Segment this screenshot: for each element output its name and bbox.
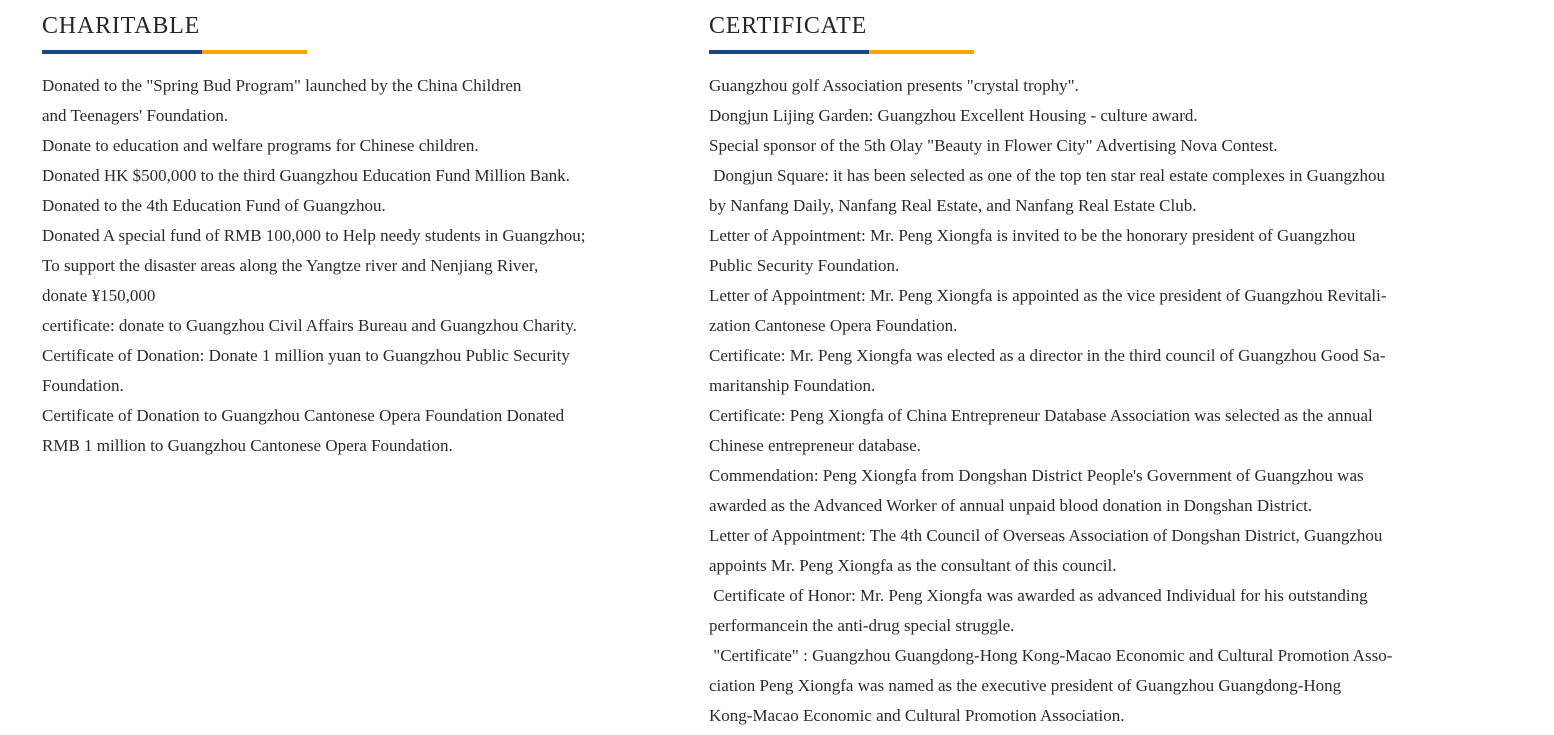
underline-orange-segment: [202, 50, 307, 54]
text-line: maritanship Foundation.: [709, 376, 876, 395]
text-line: Certificate of Donation: Donate 1 million yuan to Guangzhou Public Security: [42, 346, 570, 365]
text-line: To support the disaster areas along the Yangtze river and Nenjiang River,: [42, 256, 539, 275]
text-line: Donate to education and welfare programs for Chinese children.: [42, 136, 479, 155]
text-line: Guangzhou golf Association presents "crystal trophy".: [709, 76, 1079, 95]
text-line: Chinese entrepreneur database.: [709, 436, 921, 455]
certificate-section: [709, 12, 1549, 731]
text-line: Letter of Appointment: Mr. Peng Xiongfa is invited to be the honorary president of Guangzhou: [709, 226, 1356, 245]
text-line: Dongjun Lijing Garden: Guangzhou Excellent Housing - culture award.: [709, 106, 1198, 125]
text-line: Letter of Appointment: The 4th Council of Overseas Association of Dongshan District, Guangzhou: [709, 526, 1383, 545]
text-line: awarded as the Advanced Worker of annual unpaid blood donation in Dongshan District.: [709, 496, 1313, 515]
charitable-text-block: [42, 71, 702, 461]
certificate-text-block: [709, 71, 1549, 731]
text-line: zation Cantonese Opera Foundation.: [709, 316, 958, 335]
text-line: Commendation: Peng Xiongfa from Dongshan District People's Government of Guangzhou was: [709, 466, 1364, 485]
text-line: Certificate: Mr. Peng Xiongfa was elected as a director in the third council of Guangzhou Good Sa-: [709, 346, 1386, 365]
underline-orange-segment: [869, 50, 974, 54]
underline-blue-segment: [709, 50, 869, 54]
text-line: Public Security Foundation.: [709, 256, 900, 275]
certificate-section-title: CERTIFICATE: [709, 13, 868, 39]
text-line: Dongjun Square: it has been selected as one of the top ten star real estate complexes in Guangzhou: [709, 166, 1386, 185]
text-line: Certificate of Honor: Mr. Peng Xiongfa was awarded as advanced Individual for his outstanding: [709, 586, 1368, 605]
text-line: and Teenagers' Foundation.: [42, 106, 229, 125]
text-line: Kong-Macao Economic and Cultural Promotion Association.: [709, 706, 1125, 725]
charitable-title-underline: [42, 50, 307, 54]
text-line: Donated HK $500,000 to the third Guangzhou Education Fund Million Bank.: [42, 166, 570, 185]
text-line: Certificate of Donation to Guangzhou Cantonese Opera Foundation Donated: [42, 406, 565, 425]
text-line: by Nanfang Daily, Nanfang Real Estate, and Nanfang Real Estate Club.: [709, 196, 1197, 215]
text-line: appoints Mr. Peng Xiongfa as the consultant of this council.: [709, 556, 1117, 575]
charitable-section: [42, 12, 702, 461]
text-line: Special sponsor of the 5th Olay "Beauty in Flower City" Advertising Nova Contest.: [709, 136, 1278, 155]
text-line: Donated A special fund of RMB 100,000 to Help needy students in Guangzhou;: [42, 226, 586, 245]
text-line: ciation Peng Xiongfa was named as the executive president of Guangzhou Guangdong-Hong: [709, 676, 1342, 695]
text-line: certificate: donate to Guangzhou Civil Affairs Bureau and Guangzhou Charity.: [42, 316, 577, 335]
text-line: Donated to the "Spring Bud Program" launched by the China Children: [42, 76, 522, 95]
text-line: donate ¥150,000: [42, 286, 156, 305]
underline-blue-segment: [42, 50, 202, 54]
text-line: Foundation.: [42, 376, 124, 395]
text-line: Letter of Appointment: Mr. Peng Xiongfa is appointed as the vice president of Guangzhou Revitali-: [709, 286, 1387, 305]
text-line: RMB 1 million to Guangzhou Cantonese Opera Foundation.: [42, 436, 453, 455]
text-line: Certificate: Peng Xiongfa of China Entrepreneur Database Association was selected as the annual: [709, 406, 1373, 425]
charitable-section-title: CHARITABLE: [42, 13, 201, 39]
text-line: performancein the anti-drug special struggle.: [709, 616, 1015, 635]
text-line: Donated to the 4th Education Fund of Guangzhou.: [42, 196, 386, 215]
text-line: "Certificate" : Guangzhou Guangdong-Hong Kong-Macao Economic and Cultural Promotion Asso-: [709, 646, 1393, 665]
certificate-title-underline: [709, 50, 974, 54]
